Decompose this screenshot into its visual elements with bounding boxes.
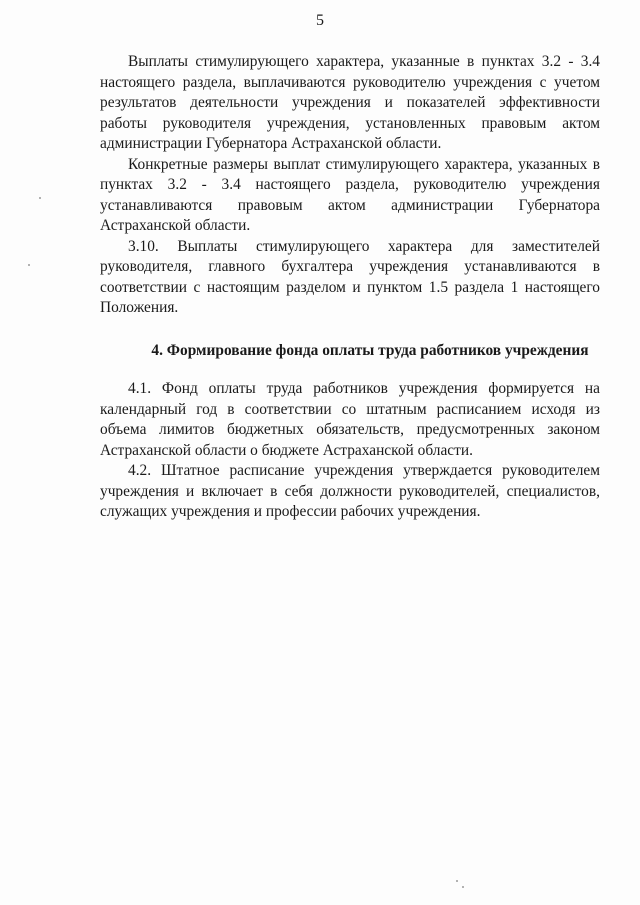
paragraph-4-2: 4.2. Штатное расписание учреждения утверждается руководителем учреждения и включает в себя должности руководителей, специалистов, служащих учреждения и профессии рабочих учреждения. xyxy=(100,462,600,520)
scan-speck xyxy=(39,197,41,199)
document-body xyxy=(100,52,600,523)
paragraph-3-10: 3.10. Выплаты стимулирующего характера для заместителей руководителя, главного бухгалтера учреждения устанавливаются в соответствии с настоящим разделом и пунктом 1.5 раздела 1 настоящего Положения. xyxy=(100,237,600,316)
section-4-heading: 4. Формирование фонда оплаты труда работников учреждения xyxy=(151,341,589,359)
paragraph-stimulus-payments: Выплаты стимулирующего характера, указанные в пунктах 3.2 - 3.4 настоящего раздела, выплачиваются руководителю учреждения с учетом результатов деятельности учреждения и показателей эффективности работы руководителя учреждения, установленных правовым актом администрации Губернатора Астраханской области. xyxy=(100,53,600,152)
paragraph-specific-amounts: Конкретные размеры выплат стимулирующего характера, указанных в пунктах 3.2 - 3.4 настоящего раздела, руководителю учреждения устанавливаются правовым актом администрации Губернатора Астраханской области. xyxy=(100,155,600,234)
scan-speck xyxy=(462,886,464,888)
paragraph-4-1: 4.1. Фонд оплаты труда работников учреждения формируется на календарный год в соответствии со штатным расписанием исходя из объема лимитов бюджетных обязательств, предусмотренных законом Астраханской области о бюджете Астраханской области. xyxy=(100,380,600,459)
scan-speck xyxy=(28,264,30,266)
page-number: 5 xyxy=(316,12,324,29)
scan-speck xyxy=(456,880,458,882)
section-spacer xyxy=(100,361,600,379)
